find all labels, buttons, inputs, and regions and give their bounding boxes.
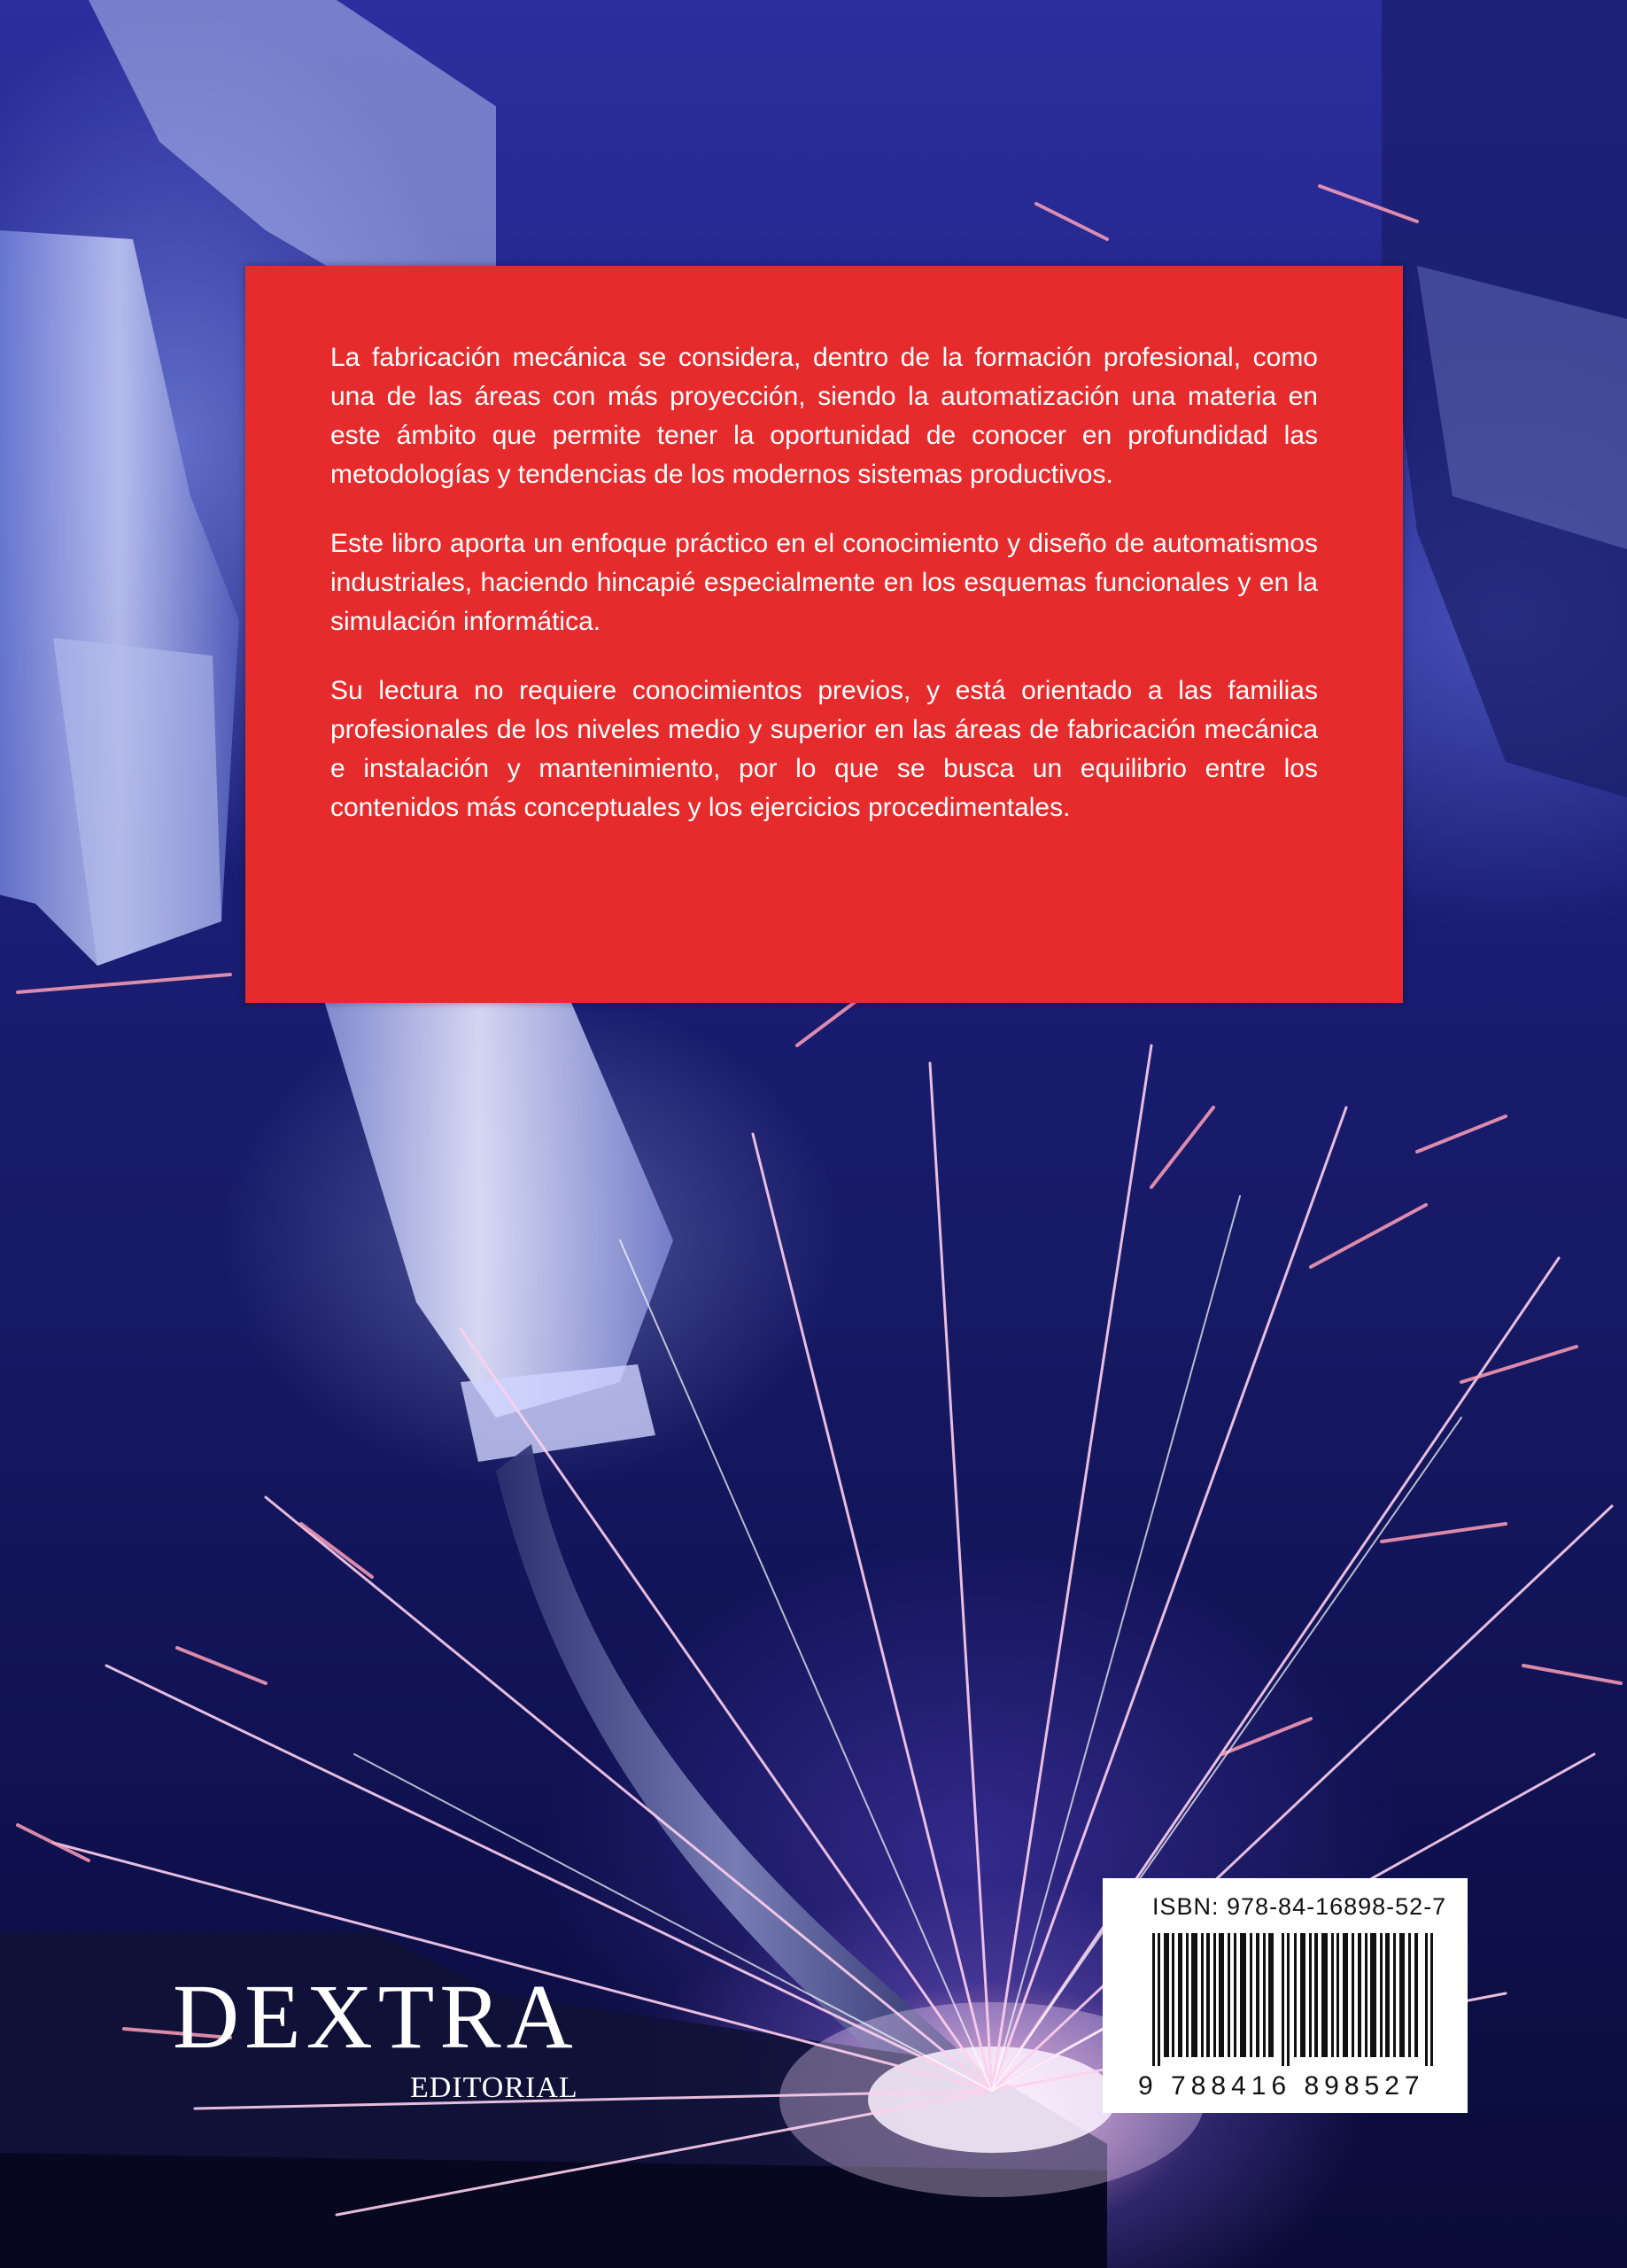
blurb-paragraph-3: Su lectura no requiere conocimientos previos, y está orientado a las familias profesionales de los niveles medio y superior en las áreas de fabricación mecánica e instalación y mantenimiento, por lo que se busca un equilibrio entre los contenidos más conceptuales y los ejercicios procedimentales. <box>330 676 1318 822</box>
publisher-logo <box>173 1966 598 2113</box>
isbn-number: ISBN: 978-84-16898-52-7 <box>1152 1893 1447 1920</box>
description-panel <box>245 266 1403 1003</box>
publisher-subtitle: EDITORIAL <box>410 2071 578 2104</box>
blurb-paragraph-1: La fabricación mecánica se considera, dentro de la formación profesional, como una de las áreas con más proyección, siendo la automatización una materia en este ámbito que permite tener la oportunidad de conocer en profundidad las metodologías y tendencias de los modernos sistemas productivos. <box>330 343 1318 489</box>
blurb-paragraph-2: Este libro aporta un enfoque práctico en el conocimiento y diseño de automatismos industriales, haciendo hincapié especialmente en los esquemas funcionales y en la simulación informática. <box>330 529 1318 636</box>
isbn-barcode-label <box>1103 1878 1468 2113</box>
publisher-name: DEXTRA <box>173 1966 578 2068</box>
barcode-icon <box>1152 1933 1436 2066</box>
barcode-digits: 9 788416 898527 <box>1138 2071 1425 2101</box>
